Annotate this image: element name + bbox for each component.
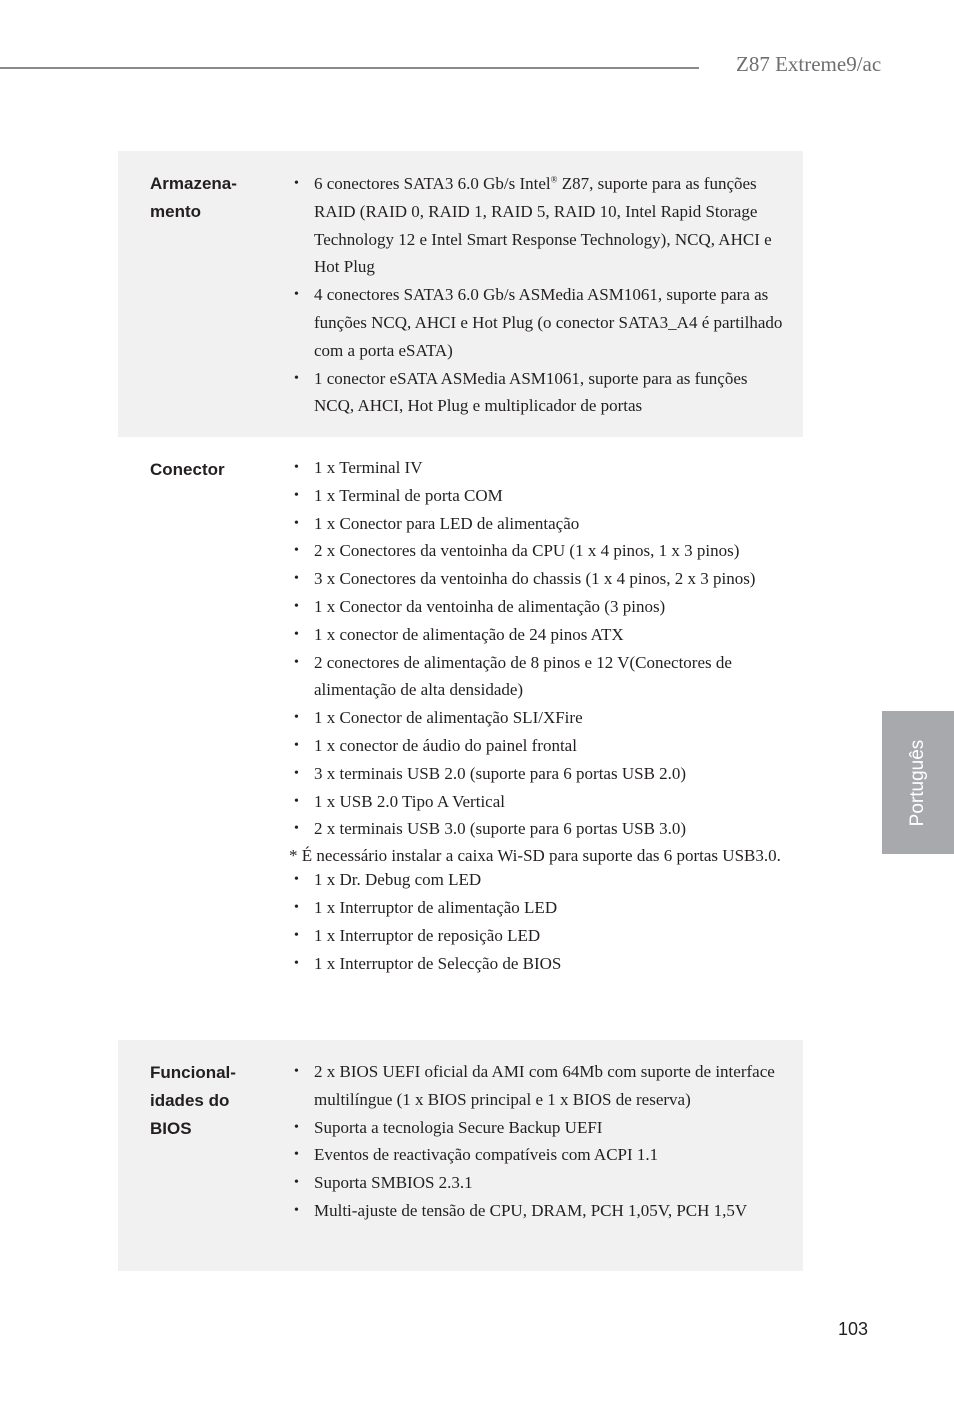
list-item-text: • 1 x Interruptor de Selecção de BIOS (314, 953, 562, 973)
connector-label-line: Conector (150, 460, 225, 479)
bios-list (314, 1058, 784, 1225)
bios-section (118, 1040, 803, 1271)
list-item-text: • 1 x conector de áudio do painel frontal (314, 735, 577, 755)
list-item (314, 565, 784, 593)
list-item (314, 788, 784, 816)
list-item-text: • 1 x conector de alimentação de 24 pinos ATX (314, 624, 624, 644)
list-item-text: • Suporta a tecnologia Secure Backup UEFI (314, 1117, 603, 1137)
list-item-text: • 2 x Conectores da ventoinha da CPU (1 x 4 pinos, 1 x 3 pinos) (314, 541, 740, 561)
list-item-text: • Eventos de reactivação compatíveis com ACPI 1.1 (314, 1145, 659, 1165)
list-item-text: • 1 x Interruptor de reposição LED (314, 925, 541, 945)
list-item-text: • 2 x terminais USB 3.0 (suporte para 6 portas USB 3.0) (314, 819, 687, 839)
connector-section (118, 437, 803, 1040)
list-item (314, 866, 784, 894)
list-item (314, 593, 784, 621)
list-item (314, 537, 784, 565)
list-item (314, 649, 784, 705)
storage-section (118, 151, 803, 437)
language-tab (882, 711, 954, 854)
connector-list (289, 454, 784, 977)
storage-label-line: mento (150, 202, 201, 221)
bios-label-line: Funcional- (150, 1063, 236, 1082)
list-item (314, 950, 784, 978)
storage-label-line: Armazena- (150, 174, 237, 193)
list-item-text: • Multi-ajuste de tensão de CPU, DRAM, PCH 1,05V, PCH 1,5V (314, 1200, 748, 1220)
registered-mark: ® (550, 174, 558, 185)
list-item-text: • 3 x terminais USB 2.0 (suporte para 6 portas USB 2.0) (314, 763, 687, 783)
list-item (314, 815, 784, 843)
list-item (314, 621, 784, 649)
list-item-text: • 1 x Conector de alimentação SLI/XFire (314, 708, 583, 728)
list-item (314, 922, 784, 950)
list-item-text: • 4 conectores SATA3 6.0 Gb/s ASMedia ASM1061, suporte para as funções NCQ, AHCI e Hot Plug (o conector SATA3_A4 é partilhado com a porta eSATA) (314, 285, 783, 360)
list-item (314, 365, 784, 421)
model-name: Z87 Extreme9/ac (736, 52, 882, 76)
storage-list (314, 170, 784, 420)
list-item-text: • Suporta SMBIOS 2.3.1 (314, 1173, 473, 1193)
list-item (314, 170, 784, 281)
list-item (314, 1169, 784, 1197)
page-number: 103 (838, 1319, 869, 1339)
bios-label-line: idades do (150, 1091, 230, 1110)
list-item-text: • 1 x Interruptor de alimentação LED (314, 897, 558, 917)
list-item (314, 1141, 784, 1169)
list-item (314, 281, 784, 364)
list-item (314, 510, 784, 538)
connector-label (150, 456, 280, 484)
list-item (314, 454, 784, 482)
bios-label-line: BIOS (150, 1119, 192, 1138)
list-item-text: • 1 x Dr. Debug com LED (314, 870, 482, 890)
list-item-text: • 1 x Conector para LED de alimentação (314, 513, 580, 533)
list-item-text: • 1 x Terminal IV (314, 458, 423, 477)
list-item (314, 482, 784, 510)
list-item (314, 1058, 784, 1114)
list-item-text: • 1 conector eSATA ASMedia ASM1061, suporte para as funções NCQ, AHCI, Hot Plug e multiplicador de portas (314, 368, 748, 416)
list-item-text (314, 170, 784, 281)
list-item-text: • 2 conectores de alimentação de 8 pinos e 12 V(Conectores de alimentação de alta densidade) (314, 652, 732, 700)
list-item (314, 732, 784, 760)
header-rule (0, 67, 699, 69)
usb-note-text: * É necessário instalar a caixa Wi-SD para suporte das 6 portas USB3.0. (289, 846, 781, 866)
storage-label (150, 170, 280, 226)
list-item-text: • 2 x BIOS UEFI oficial da AMI com 64Mb com suporte de interface multilíngue (1 x BIOS principal e 1 x BIOS de reserva) (314, 1062, 775, 1109)
list-item-text-start: 6 conectores SATA3 6.0 Gb/s Intel (314, 174, 551, 193)
list-item-text: • 3 x Conectores da ventoinha do chassis (1 x 4 pinos, 2 x 3 pinos) (314, 569, 756, 589)
list-item-text: • 1 x USB 2.0 Tipo A Vertical (314, 791, 505, 811)
usb-note (289, 843, 784, 866)
list-item (314, 760, 784, 788)
list-item (314, 894, 784, 922)
language-tab-label: Português (907, 739, 928, 826)
list-item (314, 704, 784, 732)
list-item-text: • 1 x Terminal de porta COM (314, 485, 503, 505)
list-item (314, 1197, 784, 1225)
list-item-text: • 1 x Conector da ventoinha de alimentação (3 pinos) (314, 596, 666, 616)
list-item-text-rest: Z87, suporte para as funções RAID (RAID 0, RAID 1, RAID 5, RAID 10, Intel Rapid Storage Technology 12 e Intel Smart Response Technology), NCQ, AHCI e Hot Plug (314, 174, 772, 277)
bios-label (150, 1059, 280, 1143)
list-item (314, 1114, 784, 1142)
